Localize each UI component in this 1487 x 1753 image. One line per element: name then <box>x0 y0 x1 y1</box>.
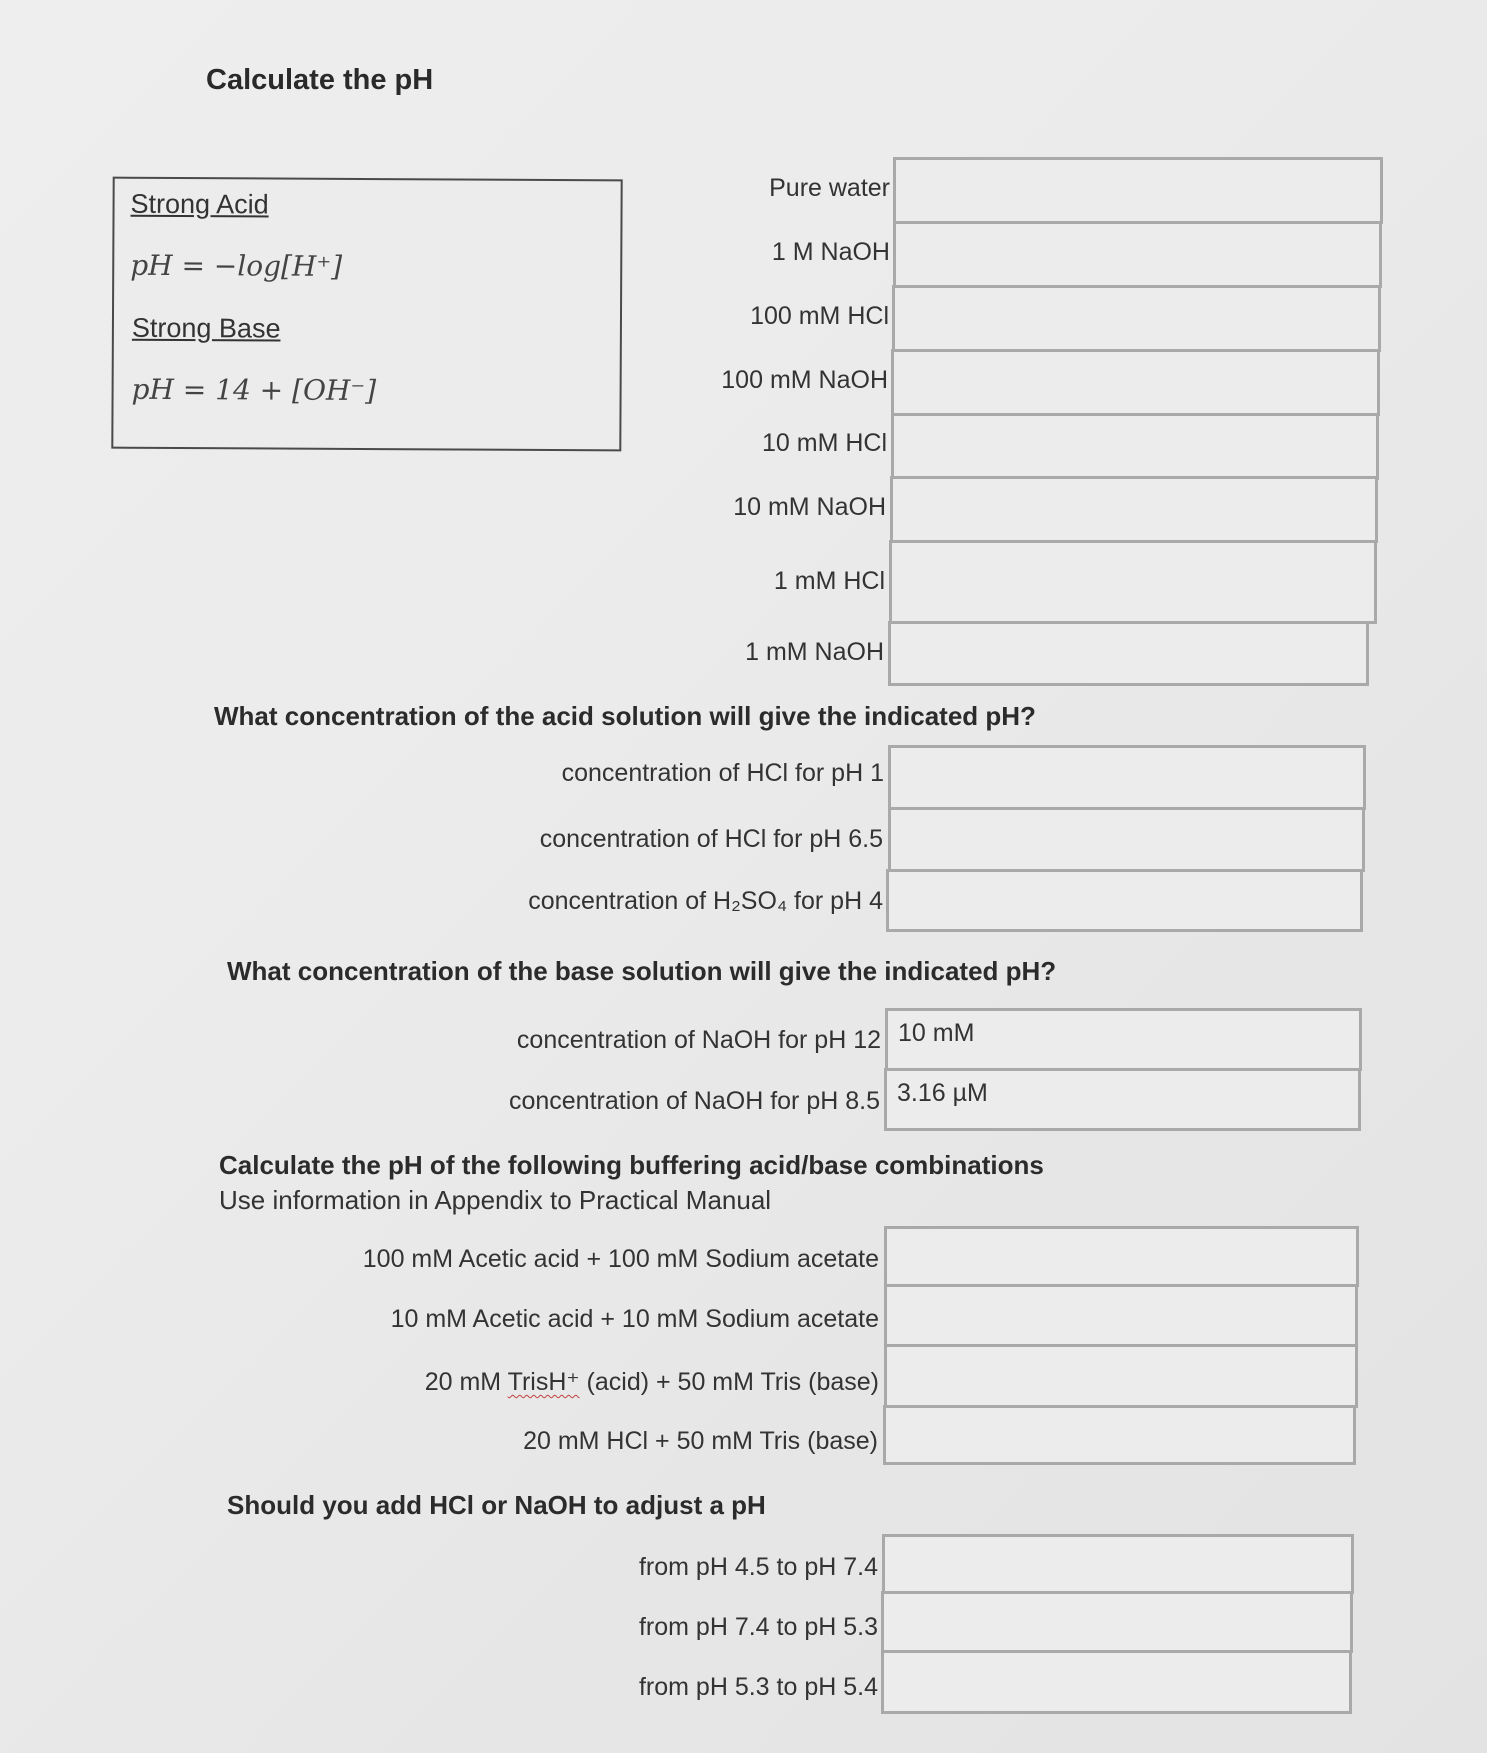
ph-row-label: 10 mM NaOH <box>733 493 886 521</box>
buffer-section-subheading: Use information in Appendix to Practical Manual <box>219 1185 772 1215</box>
ph-row-label: 1 M NaOH <box>771 238 890 266</box>
ph-answer-box[interactable] <box>890 476 1378 543</box>
ph-row-label: Pure water <box>769 174 890 202</box>
trish-term: TrisH⁺ <box>507 1368 580 1396</box>
strong-acid-formula: pH = −log[H⁺] <box>130 248 343 283</box>
ph-answer-box[interactable] <box>891 349 1380 416</box>
buffer-label-prefix: 20 mM <box>424 1368 508 1396</box>
adjust-row-label: from pH 4.5 to pH 7.4 <box>638 1553 878 1581</box>
acid-row-label: concentration of H₂SO₄ for pH 4 <box>528 887 883 915</box>
buffer-row-label: 10 mM Acetic acid + 10 mM Sodium acetate <box>390 1305 879 1333</box>
ph-row-label: 1 mM NaOH <box>745 638 884 666</box>
adjust-answer-box[interactable] <box>881 1650 1352 1714</box>
ph-row-label: 10 mM HCl <box>761 429 887 457</box>
acid-answer-value <box>891 810 1362 818</box>
buffer-answer-box[interactable] <box>884 1226 1359 1287</box>
strong-base-formula: pH = 14 + [OH⁻] <box>131 372 377 408</box>
buffer-answer-value <box>887 1347 1355 1355</box>
base-answer-value: 3.16 µM <box>897 1079 988 1107</box>
buffer-answer-value <box>887 1229 1356 1237</box>
base-answer-value: 10 mM <box>898 1019 975 1047</box>
buffer-answer-box[interactable] <box>884 1284 1358 1347</box>
ph-answer-box[interactable] <box>892 285 1381 352</box>
buffer-answer-box[interactable] <box>884 1344 1358 1408</box>
buffer-row-label: 20 mM HCl + 50 mM Tris (base) <box>523 1427 878 1455</box>
ph-answer-value <box>891 624 1366 632</box>
acid-answer-box[interactable] <box>888 807 1365 872</box>
base-row-label: concentration of NaOH for pH 12 <box>516 1026 881 1054</box>
ph-answer-value <box>896 224 1379 232</box>
acid-answer-value <box>891 748 1363 756</box>
ph-answer-value <box>894 352 1377 360</box>
formula-box <box>111 177 622 452</box>
ph-answer-value <box>895 288 1378 296</box>
ph-row-label: 100 mM NaOH <box>721 366 888 394</box>
base-row-label: concentration of NaOH for pH 8.5 <box>508 1087 880 1115</box>
ph-row-label: 100 mM HCl <box>750 302 889 330</box>
base-answer-box[interactable] <box>884 1068 1361 1131</box>
buffer-answer-value <box>887 1287 1355 1295</box>
adjust-answer-value <box>884 1653 1349 1661</box>
adjust-answer-value <box>884 1594 1350 1602</box>
adjust-section-heading: Should you add HCl or NaOH to adjust a pH <box>227 1490 766 1520</box>
ph-answer-box[interactable] <box>888 621 1369 686</box>
ph-answer-value <box>894 416 1376 424</box>
adjust-answer-box[interactable] <box>882 1534 1354 1594</box>
acid-row-label: concentration of HCl for pH 1 <box>561 759 884 787</box>
buffer-label-suffix: (acid) + 50 mM Tris (base) <box>579 1368 879 1396</box>
base-answer-box[interactable] <box>885 1008 1362 1071</box>
strong-base-label: Strong Base <box>131 312 281 344</box>
acid-answer-box[interactable] <box>888 745 1366 810</box>
adjust-row-label: from pH 5.3 to pH 5.4 <box>638 1673 878 1701</box>
ph-answer-box[interactable] <box>889 540 1377 624</box>
ph-answer-box[interactable] <box>893 221 1382 288</box>
adjust-row-label: from pH 7.4 to pH 5.3 <box>638 1613 878 1641</box>
ph-answer-value <box>893 479 1375 487</box>
acid-answer-box[interactable] <box>886 869 1363 932</box>
ph-row-label: 1 mM HCl <box>773 567 885 595</box>
buffer-answer-value <box>886 1408 1353 1416</box>
strong-acid-label: Strong Acid <box>130 188 269 220</box>
buffer-answer-box[interactable] <box>883 1405 1356 1465</box>
ph-answer-value <box>892 543 1374 551</box>
adjust-answer-value <box>885 1537 1351 1545</box>
acid-answer-value <box>889 872 1360 880</box>
ph-answer-value <box>896 160 1380 168</box>
buffer-row-label: 100 mM Acetic acid + 100 mM Sodium acetate <box>362 1245 879 1273</box>
acid-section-heading: What concentration of the acid solution will give the indicated pH? <box>214 701 1036 731</box>
base-section-heading: What concentration of the base solution will give the indicated pH? <box>227 956 1057 986</box>
ph-answer-box[interactable] <box>891 413 1379 480</box>
ph-answer-box[interactable] <box>893 157 1383 224</box>
buffer-row-label <box>425 1367 879 1397</box>
adjust-answer-box[interactable] <box>881 1591 1353 1653</box>
buffer-section-heading: Calculate the pH of the following buffering acid/base combinations <box>219 1150 1044 1180</box>
page-title: Calculate the pH <box>206 64 434 96</box>
acid-row-label: concentration of HCl for pH 6.5 <box>539 825 883 853</box>
